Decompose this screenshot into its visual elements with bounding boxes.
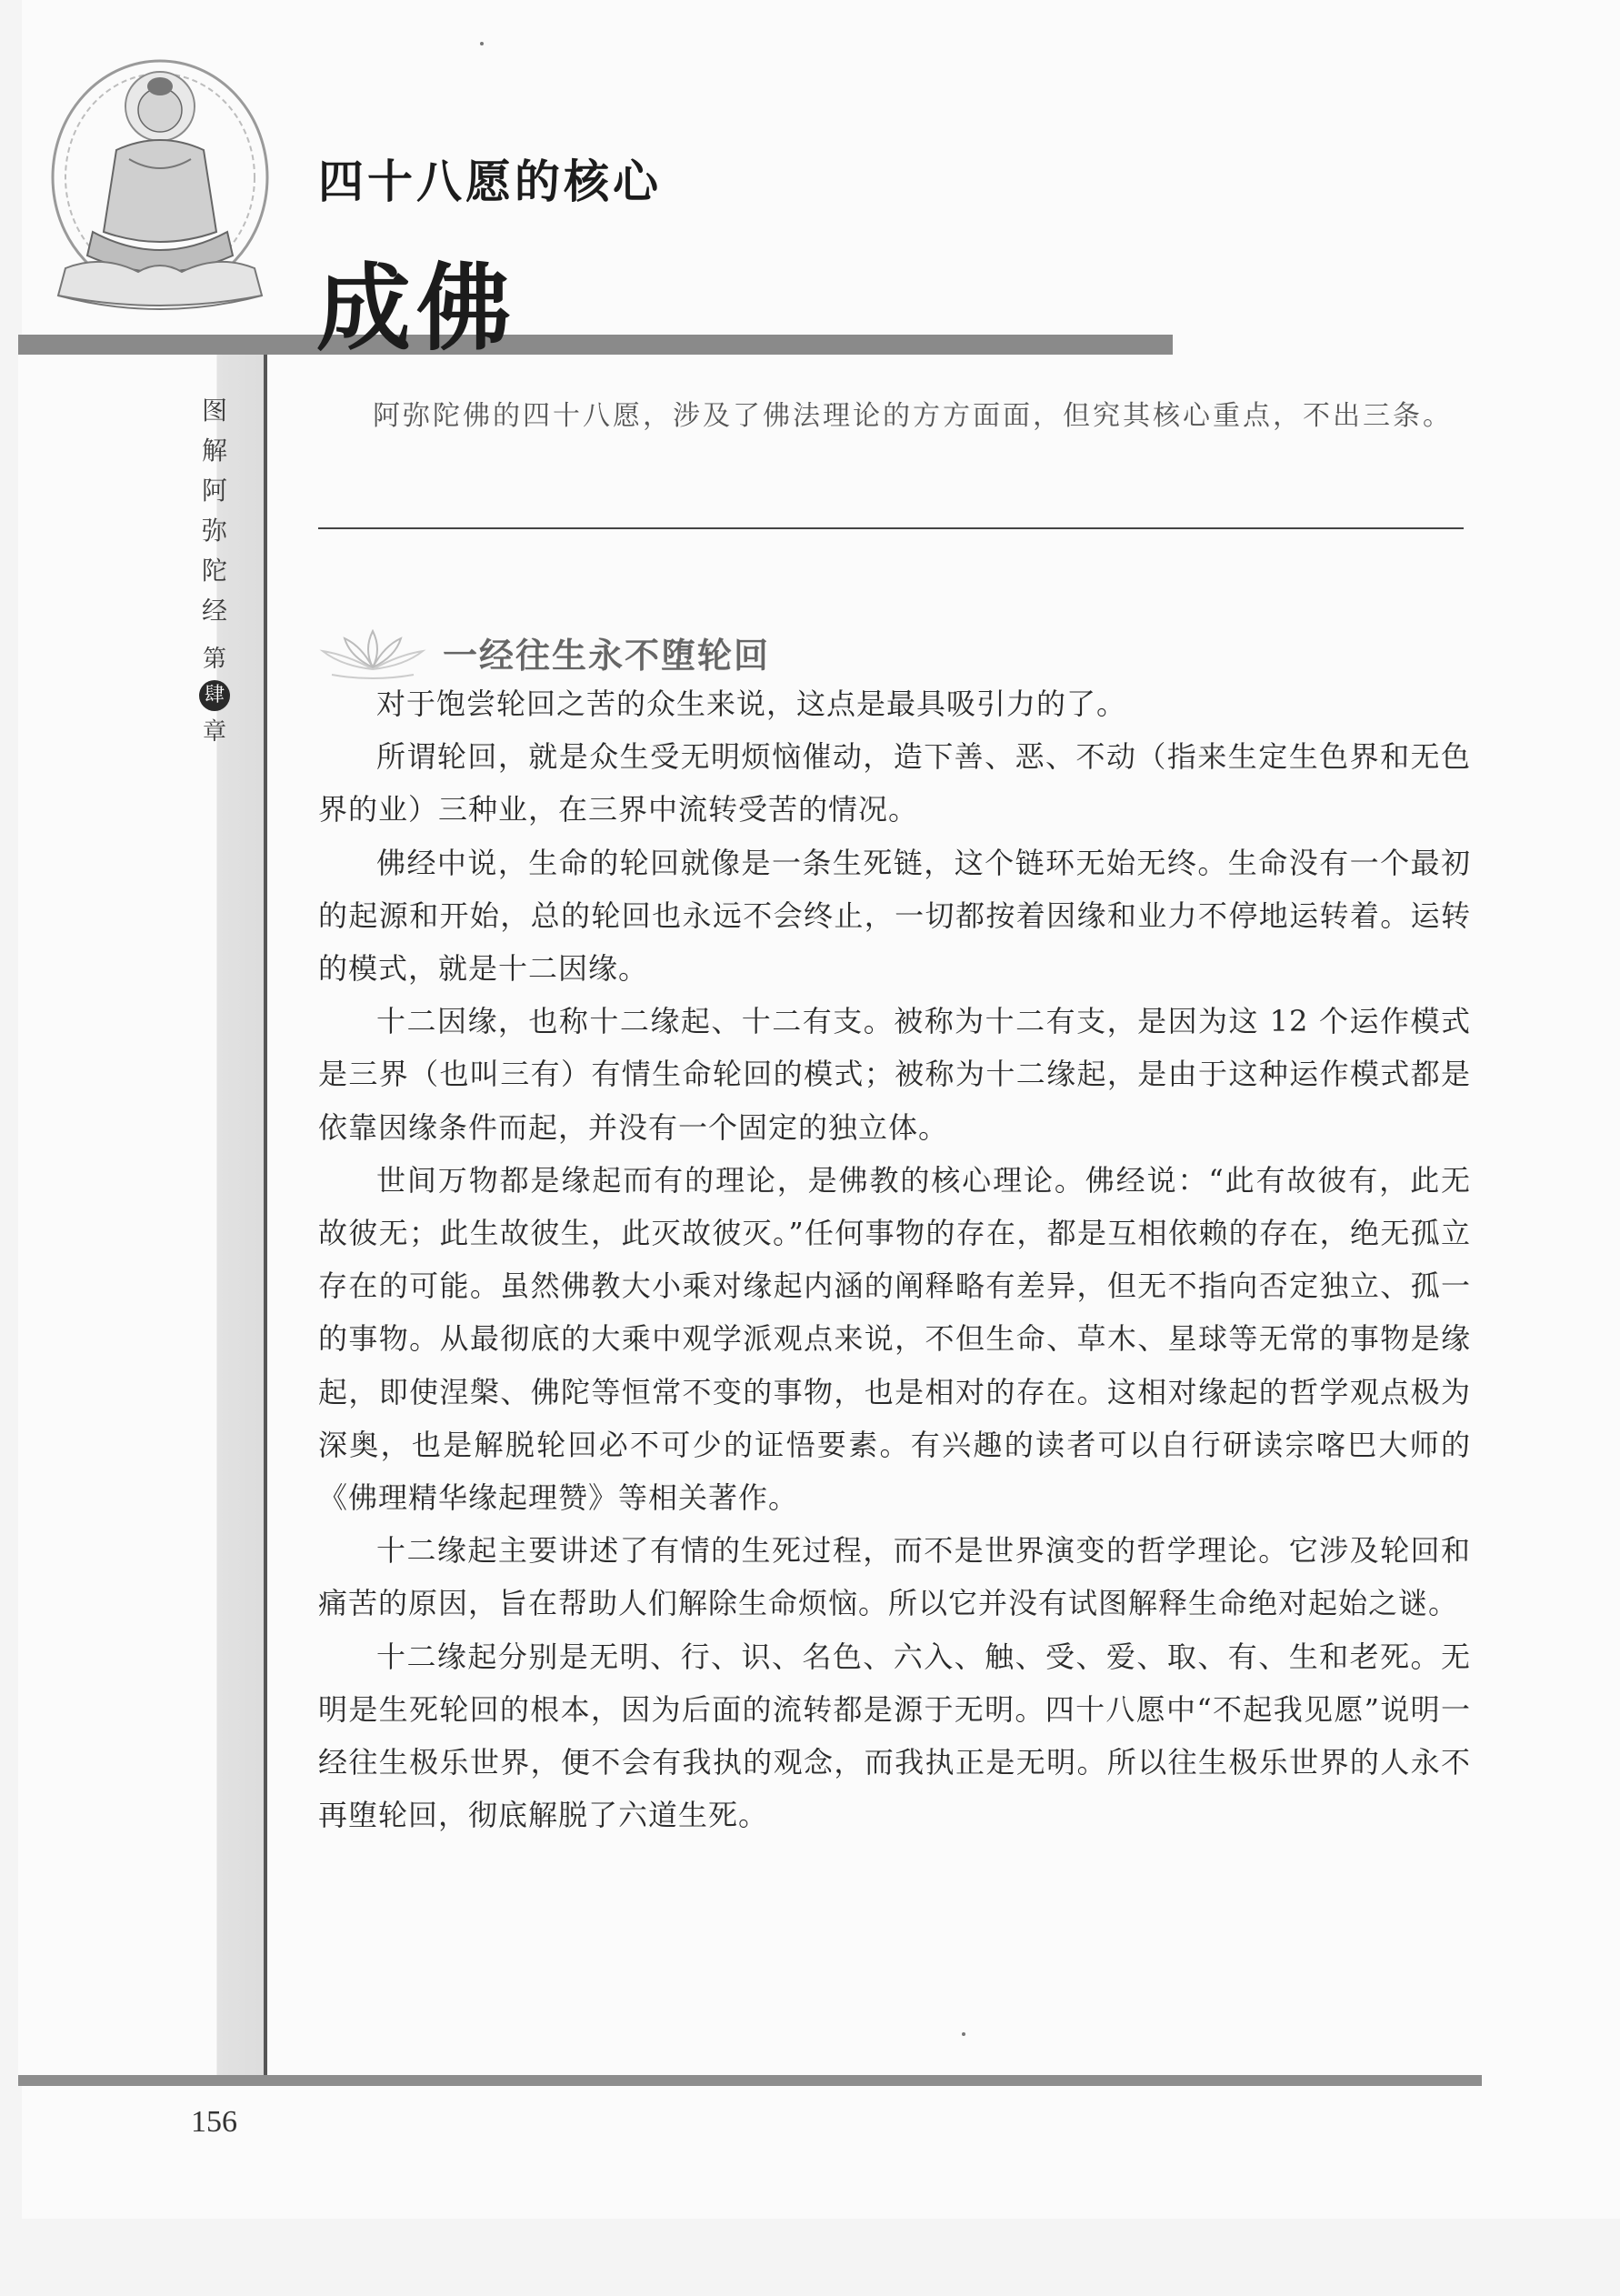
body-paragraph: 佛经中说，生命的轮回就像是一条生死链，这个链环无始无终。生命没有一个最初的起源和开始，总的轮回也永远不会终止，一切都按着因缘和业力不停地运转着。运转的模式，就是十二因缘。 (318, 845, 1471, 987)
section-heading (314, 624, 770, 680)
lotus-icon (314, 624, 432, 680)
book-title-char: 解 (201, 436, 227, 466)
body-paragraph: 世间万物都是缘起而有的理论，是佛教的核心理论。佛经说：“此有故彼有，此无故彼无；此生故彼生，此灭故彼灭。”任何事物的存在，都是互相依赖的存在，绝无孤立存在的可能。虽然佛教大小乘对缘起内涵的阐释略有差异，但无不指向否定独立、孤一的事物。从最彻底的大乘中观学派观点来说，不但生命、草木、星球等无常的事物是缘起，即使涅槃、佛陀等恒常不变的事物，也是相对的存在。这相对缘起的哲学观点极为深奥，也是解脱轮回必不可少的证悟要素。有兴趣的读者可以自行研读宗喀巴大师的《佛理精华缘起理赞》等相关著作。 (318, 1162, 1471, 1516)
section-heading-text: 一经往生永不堕轮回 (443, 635, 771, 676)
chapter-number: 肆 (199, 680, 230, 711)
body-text (318, 677, 1471, 1841)
buddha-illustration (38, 50, 282, 323)
side-band-edge (264, 355, 267, 2086)
bottom-rule (18, 2075, 1482, 2086)
chapter-marker (193, 641, 236, 750)
print-speck (480, 42, 484, 45)
book-title-char: 经 (201, 596, 227, 626)
book-title-char: 图 (201, 396, 227, 426)
body-paragraph: 十二缘起主要讲述了有情的生死过程，而不是世界演变的哲学理论。它涉及轮回和痛苦的原因，旨在帮助人们解除生命烦恼。所以它并没有试图解释生命绝对起始之谜。 (318, 1533, 1471, 1621)
book-title-char: 弥 (201, 516, 227, 546)
chapter-suffix: 章 (202, 718, 226, 746)
body-paragraph: 十二缘起分别是无明、行、识、名色、六入、触、受、爱、取、有、生和老死。无明是生死轮回的根本，因为后面的流转都是源于无明。四十八愿中“不起我见愿”说明一经往生极乐世界，便不会有我执的观念，而我执正是无明。所以往生极乐世界的人永不再堕轮回，彻底解脱了六道生死。 (318, 1639, 1471, 1833)
page-title: 成佛 (316, 253, 517, 364)
book-title-char: 阿 (201, 476, 227, 506)
print-speck (962, 2032, 965, 2036)
intro-divider (318, 527, 1464, 529)
top-rule (18, 335, 1173, 355)
intro-paragraph: 阿弥陀佛的四十八愿，涉及了佛法理论的方方面面，但究其核心重点，不出三条。 (373, 400, 1453, 432)
book-title-vertical (193, 391, 236, 631)
body-paragraph: 所谓轮回，就是众生受无明烦恼催动，造下善、恶、不动（指来生定生色界和无色界的业）三种业，在三界中流转受苦的情况。 (318, 739, 1471, 827)
page-number: 156 (191, 2105, 237, 2139)
book-title-char: 陀 (201, 556, 227, 586)
chapter-prefix: 第 (202, 646, 226, 673)
body-paragraph: 十二因缘，也称十二缘起、十二有支。被称为十二有支，是因为这 12 个运作模式是三界（也叫三有）有情生命轮回的模式；被称为十二缘起，是由于这种运作模式都是依靠因缘条件而起，并没有一个固定的独立体。 (318, 1004, 1471, 1145)
body-paragraph: 对于饱尝轮回之苦的众生来说，这点是最具吸引力的了。 (376, 687, 1127, 721)
page-subtitle: 四十八愿的核心 (318, 155, 662, 208)
